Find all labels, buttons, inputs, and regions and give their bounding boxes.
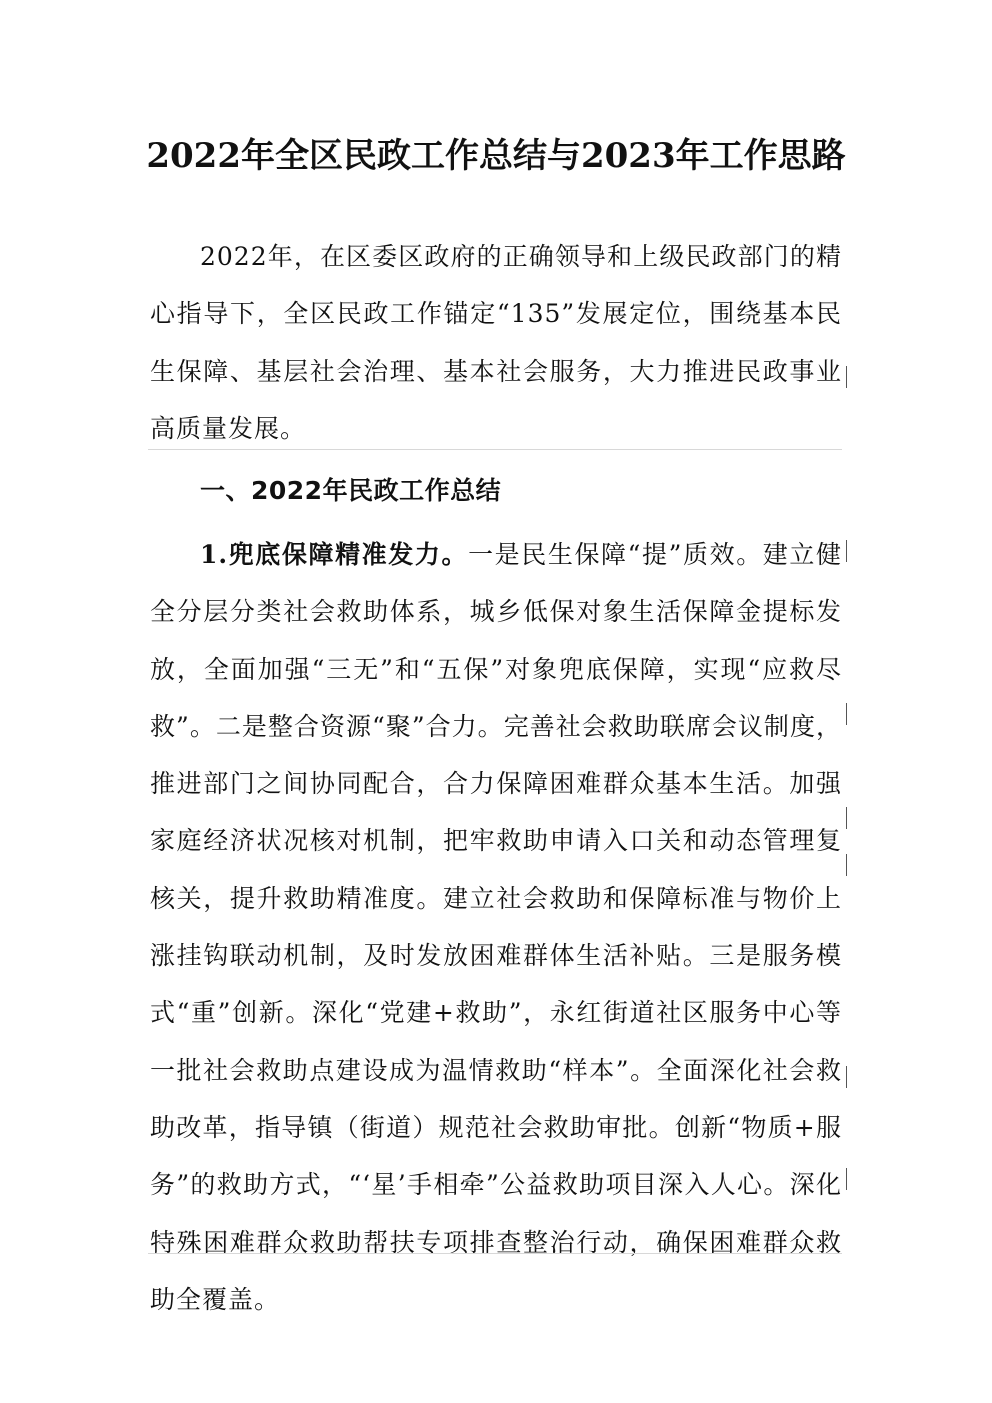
text-edge-mark	[846, 807, 847, 829]
text-edge-mark	[846, 854, 847, 876]
section-1-lead: 1.兜底保障精准发力。	[200, 540, 469, 569]
separator-line	[148, 449, 842, 450]
text-edge-mark	[846, 703, 847, 725]
text-edge-mark	[846, 366, 847, 388]
separator-line-bottom	[148, 1253, 842, 1254]
document-title: 2022年全区民政工作总结与2023年工作思路	[146, 136, 846, 176]
text-edge-mark	[846, 1168, 847, 1190]
section-heading: 一、2022年民政工作总结	[200, 476, 502, 505]
intro-paragraph: 2022年，在区委区政府的正确领导和上级民政部门的精心指导下，全区民政工作锚定“135”发展定位，围绕基本民生保障、基层社会治理、基本社会服务，大力推进民政事业高质量发展。	[150, 242, 842, 443]
section-1-paragraph	[150, 526, 842, 1328]
section-1-body: 一是民生保障“提”质效。建立健全分层分类社会救助体系，城乡低保对象生活保障金提标发放，全面加强“三无”和“五保”对象兜底保障，实现“应救尽救”。二是整合资源“聚”合力。完善社会救助联席会议制度，推进部门之间协同配合，合力保障困难群众基本生活。加强家庭经济状况核对机制，把牢救助申请入口关和动态管理复核关，提升救助精准度。建立社会救助和保障标准与物价上涨挂钩联动机制，及时发放困难群体生活补贴。三是服务模式“重”创新。深化“党建+救助”，永红街道社区服务中心等一批社会救助点建设成为温情救助“样本”。全面深化社会救助改革，指导镇（街道）规范社会救助审批。创新“物质+服务”的救助方式，“‘星’手相牵”公益救助项目深入人心。深化特殊困难群众救助帮扶专项排查整治行动，确保困难群众救助全覆盖。	[150, 540, 842, 1314]
text-edge-mark	[846, 540, 847, 562]
text-edge-mark	[846, 1066, 847, 1088]
